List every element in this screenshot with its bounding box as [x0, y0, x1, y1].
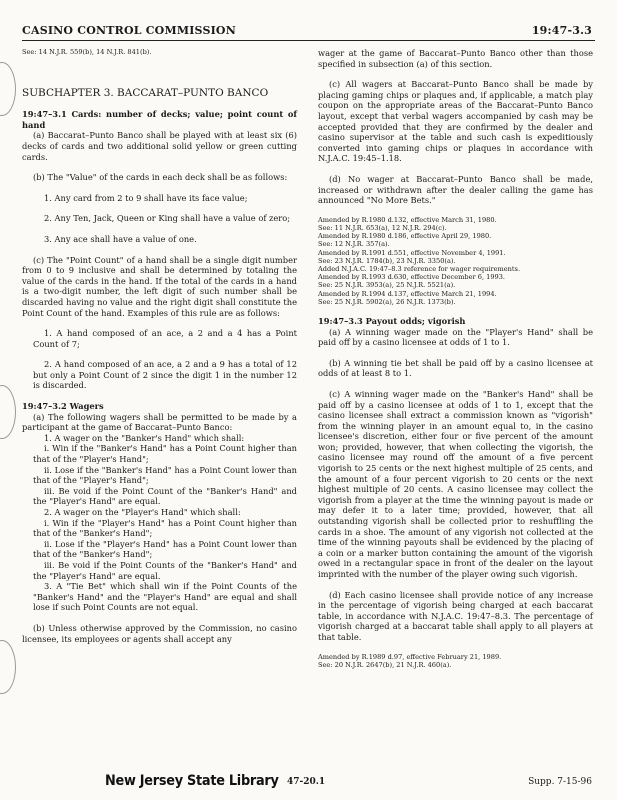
- paragraph: (b) The "Value" of the cards in each deck shall be as follows:: [33, 172, 288, 183]
- list-item: 3. A "Tie Bet" which shall win if the Point Counts of the "Banker's Hand" and the "Player's Hand" are equal and shall lose if such Point Counts are not equal.: [33, 581, 297, 613]
- history-note: Amended by R.1991 d.551, effective November 4, 1991.: [318, 248, 506, 257]
- history-note: See: 25 N.J.R. 5902(a), 26 N.J.R. 1373(b).: [318, 297, 456, 306]
- paragraph: (b) Unless otherwise approved by the Commission, no casino licensee, its employees or agents shall accept any: [22, 622, 297, 644]
- paragraph: (c) All wagers at Baccarat–Punto Banco shall be made by placing gaming chips or plaques and, if applicable, a match play coupon on the appropriate areas of the Baccarat–Punto Banco layout, except that verbal wagers accompanied by cash may be accepted provided that they are confirmed by the dealer and casino supervisor at the table and such cash is expeditiously converted into gaming chips or plaques in accordance with N.J.A.C. 19:45–1.18.: [318, 79, 593, 164]
- history-notes: [318, 653, 593, 669]
- history-note: Added N.J.A.C. 19:47–8.3 reference for wager requirements.: [318, 264, 521, 273]
- history-note: Amended by R.1989 d.97, effective February 21, 1989.: [318, 652, 502, 661]
- history-notes: [318, 216, 593, 306]
- history-note: See: 20 N.J.R. 2647(b), 21 N.J.R. 460(a).: [318, 660, 452, 669]
- list-item: 2. A wager on the "Player's Hand" which shall:: [44, 507, 241, 518]
- source-note: See: 14 N.J.R. 559(b), 14 N.J.R. 841(b).: [22, 48, 152, 56]
- list-item: ii. Lose if the "Player's Hand" has a Point Count lower than that of the "Banker's Hand";: [33, 538, 297, 560]
- page-number: 47-20.1: [287, 777, 326, 787]
- list-item: ii. Lose if the "Banker's Hand" has a Point Count lower than that of the "Player's Hand";: [33, 464, 297, 486]
- history-note: Amended by R.1994 d.137, effective March 21, 1994.: [318, 289, 497, 298]
- paragraph: (c) A winning wager made on the "Banker's Hand" shall be paid off by a casino licensee at odds of 1 to 1, except that the casino licensee shall extract a commission known as "vigorish" from the winning player in an amount equal to, in the casino licensee's discretion, either four or five percent of the amount won; provided, however, that when collecting the vigorish, the casino licensee may round off the amount of a five percent vigorish to 25 cents or the next highest multiple of 25 cents, and the amount of a four percent vigorish to 20 cents or the next highest multiple of 20 cents. A casino licensee may collect the vigorish from a player at the time the winning payout is made or may defer it to a later time; provided, however, that all outstanding vigorish shall be collected prior to reshuffling the cards in a shoe. The amount of any vigorish not collected at the time of the winning payouts shall be evidenced by the placing of a coin or a marker button containing the amount of the vigorish owed in a rectangular space in front of the dealer on the layout imprinted with the number of the player owing such vigorish.: [318, 388, 593, 580]
- section-heading: 19:47–3.2 Wagers: [22, 401, 104, 412]
- history-note: Amended by R.1980 d.132, effective March 31, 1980.: [318, 215, 497, 224]
- history-note: See: 25 N.J.R. 3953(a), 25 N.J.R. 5521(a).: [318, 281, 456, 290]
- running-header-title: CASINO CONTROL COMMISSION: [22, 24, 236, 37]
- list-item: iii. Be void if the Point Count of the "Banker's Hand" and the "Player's Hand" are equal.: [33, 485, 297, 507]
- subchapter-title: SUBCHAPTER 3. BACCARAT–PUNTO BANCO: [22, 87, 269, 100]
- punch-hole: [0, 640, 16, 694]
- list-item: 1. A wager on the "Banker's Hand" which shall:: [44, 432, 245, 443]
- section-heading: 19:47–3.1 Cards: number of decks; value; point count of hand: [22, 109, 297, 130]
- paragraph: wager at the game of Baccarat–Punto Banco other than those specified in subsection (a) of this section.: [318, 48, 593, 69]
- library-stamp: New Jersey State Library: [105, 773, 279, 789]
- history-note: Amended by R.1980 d.186, effective April 29, 1980.: [318, 232, 492, 241]
- paragraph: (d) Each casino licensee shall provide notice of any increase in the percentage of vigorish being charged at each baccarat table, in accordance with N.J.A.C. 19:47–8.3. The percentage of vigorish charged at a baccarat table shall apply to all players at that table.: [318, 589, 593, 642]
- list-item: 3. Any ace shall have a value of one.: [44, 233, 197, 244]
- list-item: i. Win if the "Player's Hand" has a Point Count higher than that of the "Banker's Hand";: [33, 517, 297, 539]
- punch-hole: [0, 385, 16, 439]
- paragraph: (d) No wager at Baccarat–Punto Banco shall be made, increased or withdrawn after the dealer calling the game has announced "No More Bets.": [318, 173, 593, 206]
- section-heading: 19:47–3.3 Payout odds; vigorish: [318, 315, 466, 326]
- list-item: i. Win if the "Banker's Hand" has a Point Count higher than that of the "Player's Hand";: [33, 443, 297, 465]
- supplement-date: Supp. 7-15-96: [528, 777, 592, 787]
- list-item: 2. Any Ten, Jack, Queen or King shall have a value of zero;: [44, 213, 291, 224]
- header-rule: [22, 40, 595, 41]
- paragraph: (a) A winning wager made on the "Player's Hand" shall be paid off by a casino licensee at odds of 1 to 1.: [318, 326, 593, 348]
- paragraph: (b) A winning tie bet shall be paid off by a casino licensee at odds of at least 8 to 1.: [318, 357, 593, 379]
- history-note: See: 12 N.J.R. 357(a).: [318, 240, 390, 249]
- paragraph: (c) The "Point Count" of a hand shall be a single digit number from 0 to 9 inclusive and shall be determined by totaling the value of the cards in the hand. If the total of the cards in a hand is a two-digit number, the left digit of such number shall be discarded having no value and the right digit shall constitute the Point Count of the hand. Examples of this rule are as follows:: [22, 254, 297, 318]
- punch-hole: [0, 62, 16, 116]
- list-item: iii. Be void if the Point Counts of the "Banker's Hand" and the "Player's Hand" are equal.: [33, 559, 297, 581]
- list-item: 2. A hand composed of an ace, a 2 and a 9 has a total of 12 but only a Point Count of 2 since the digit 1 in the number 12 is discarded.: [33, 359, 297, 391]
- history-note: Amended by R.1993 d.630, effective December 6, 1993.: [318, 273, 506, 282]
- list-item: 1. Any card from 2 to 9 shall have its face value;: [44, 192, 248, 203]
- history-note: See: 23 N.J.R. 1784(b), 23 N.J.R. 3350(a).: [318, 256, 456, 265]
- paragraph: (a) Baccarat–Punto Banco shall be played with at least six (6) decks of cards and two additional solid yellow or green cutting cards.: [22, 130, 297, 162]
- history-note: See: 11 N.J.R. 653(a), 12 N.J.R. 294(c).: [318, 223, 447, 232]
- right-column: [318, 48, 593, 669]
- running-header-section: 19:47-3.3: [531, 24, 592, 37]
- paragraph: (a) The following wagers shall be permitted to be made by a participant at the game of Baccarat–Punto Banco:: [22, 411, 297, 433]
- list-item: 1. A hand composed of an ace, a 2 and a 4 has a Point Count of 7;: [33, 328, 297, 349]
- left-column: [22, 48, 297, 644]
